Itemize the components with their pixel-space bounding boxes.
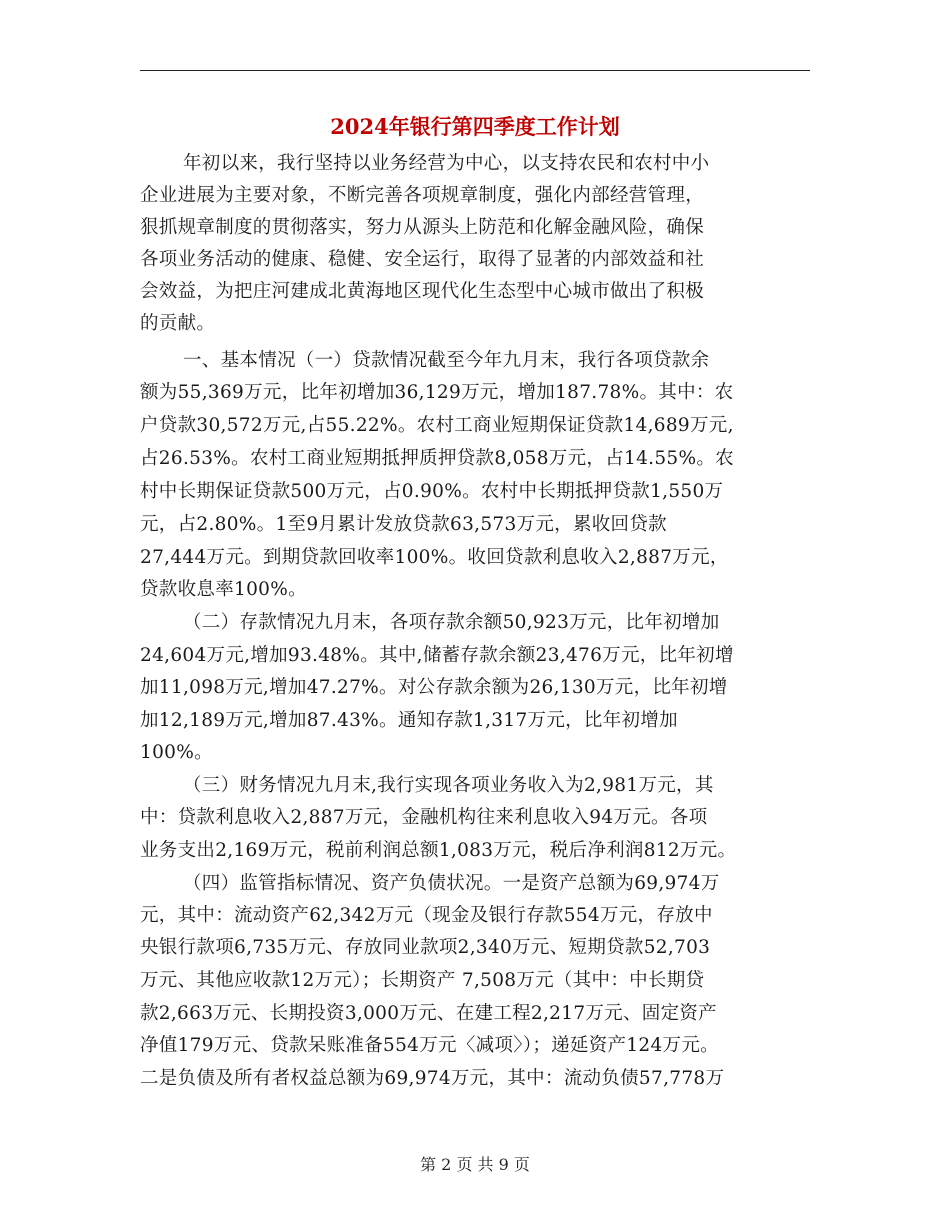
body-line: 加12,189万元,增加87.43%。通知存款1,317万元，比年初增加 <box>140 710 678 731</box>
body-line: 业务支出2,169万元，税前利润总额1,083万元，税后净利润812万元。 <box>140 840 737 861</box>
header-rule <box>140 70 810 71</box>
body-line: 占26.53%。农村工商业短期抵押质押贷款8,058万元，占14.55%。农 <box>140 448 734 469</box>
body-line: 村中长期保证贷款500万元，占0.90%。农村中长期抵押贷款1,550万 <box>140 481 724 502</box>
body-line: （二）存款情况九月末，各项存款余额50,923万元，比年初增加 <box>183 612 720 633</box>
body-line: （三）财务情况九月末,我行实现各项业务收入为2,981万元，其 <box>183 775 714 796</box>
body-line: 额为55,369万元，比年初增加36,129万元，增加187.78%。其中：农 <box>140 382 734 403</box>
body-line: 各项业务活动的健康、稳健、安全运行，取得了显著的内部效益和社 <box>140 249 705 270</box>
body-line: 年初以来，我行坚持以业务经营为中心，以支持农民和农村中小 <box>183 153 710 174</box>
body-line: 加11,098万元,增加47.27%。对公存款余额为26,130万元，比年初增 <box>140 677 728 698</box>
body-line: 100%。 <box>140 742 213 763</box>
body-line: 企业进展为主要对象，不断完善各项规章制度，强化内部经营管理， <box>140 185 705 206</box>
body-line: 元，占2.80%。1至9月累计发放贷款63,573万元，累收回贷款 <box>140 514 667 535</box>
body-line: 的贡献。 <box>140 313 216 334</box>
document-title: 2024年银行第四季度工作计划 <box>330 114 620 139</box>
body-line: 二是负债及所有者权益总额为69,974万元，其中：流动负债57,778万 <box>140 1068 725 1089</box>
body-line: 会效益，为把庄河建成北黄海地区现代化生态型中心城市做出了积极 <box>140 281 705 302</box>
body-line: 元，其中：流动资产62,342万元（现金及银行存款554万元，存放中 <box>140 905 713 926</box>
body-line: 贷款收息率100%。 <box>140 579 307 600</box>
body-line: 中：贷款利息收入2,887万元，金融机构往来利息收入94万元。各项 <box>140 807 708 828</box>
body-line: 一、基本情况（一）贷款情况截至今年九月末，我行各项贷款余 <box>183 350 710 371</box>
body-line: （四）监管指标情况、资产负债状况。一是资产总额为69,974万 <box>183 873 720 894</box>
body-line: 央银行款项6,735万元、存放同业款项2,340万元、短期贷款52,703 <box>140 937 711 958</box>
body-line: 款2,663万元、长期投资3,000万元、在建工程2,217万元、固定资产 <box>140 1003 717 1024</box>
page-number-footer: 第 2 页 共 9 页 <box>420 1155 530 1174</box>
body-line: 27,444万元。到期贷款回收率100%。收回贷款利息收入2,887万元， <box>140 547 729 568</box>
body-line: 狠抓规章制度的贯彻落实，努力从源头上防范和化解金融风险，确保 <box>140 217 705 238</box>
body-line: 24,604万元,增加93.48%。其中,储蓄存款余额23,476万元，比年初增 <box>140 645 734 666</box>
body-line: 净值179万元、贷款呆账准备554万元〈减项〉）；递延资产124万元。 <box>140 1035 719 1056</box>
body-line: 户贷款30,572万元,占55.22%。农村工商业短期保证贷款14,689万元, <box>140 415 734 436</box>
body-line: 万元、其他应收款12万元）；长期资产 7,508万元（其中：中长期贷 <box>140 970 705 991</box>
